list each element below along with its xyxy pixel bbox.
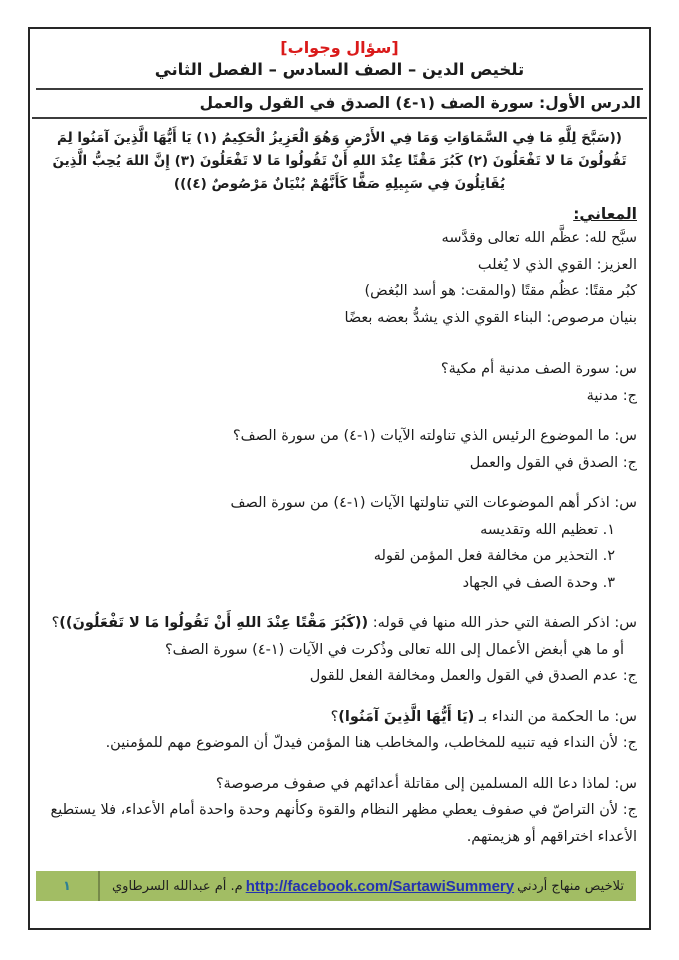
question-suffix: ؟ [330, 708, 339, 725]
answer-text: ج: عدم الصدق في القول والعمل ومخالفة الفعل للقول [309, 668, 637, 684]
quran-verse: ((سَبَّحَ لِلَّهِ مَا فِي السَّمَاوَاتِ وَمَا فِي الأَرْضِ وَهُوَ الْعَزِيزُ الْحَكِيمُ (١) يَا أَيُّهَا الَّذِينَ آمَنُوا لِمَ تَقُولُونَ مَا لا تَفْعَلُونَ (٢) كَبُرَ مَقْتًا عِنْدَ اللهِ أَنْ تَقُولُوا مَا لا تَفْعَلُونَ (٣) إِنَّ اللهَ يُحِبُّ الَّذِينَ يُقَاتِلُونَ فِي سَبِيلِهِ صَفًّا كَأَنَّهُمْ بُنْيَانٌ مَرْصُوصٌ (٤))) [52, 130, 627, 192]
answer-list-item: ١. تعظيم الله وتقديسه [480, 521, 615, 538]
answer-text: ج: الصدق في القول والعمل [469, 454, 637, 471]
lesson-title: الدرس الأول: سورة الصف (١-٤) الصدق في القول والعمل [32, 90, 647, 119]
meaning-item: سبَّح لله: عظَّم الله تعالى وقدَّسه [441, 230, 637, 246]
answer-text: ج: لأن التراصّ في صفوف يعطي مظهر النظام والقوة وكأنهم وحدة واحدة أمام الأعداء، فلا يستطيع الأعداء اختراقهم أو هزيمتهم. [50, 802, 637, 845]
answer-text: ج: مدنية [586, 387, 637, 404]
meanings-section [42, 205, 637, 331]
question-text: س: اذكر أهم الموضوعات التي تناولتها الآيات (١-٤) من سورة الصف [230, 495, 637, 511]
meanings-heading: المعاني: [573, 205, 637, 223]
question-text: س: ما الموضوع الرئيس الذي تناولته الآيات (١-٤) من سورة الصف؟ [232, 428, 637, 444]
document-page [28, 27, 651, 930]
qa-area [42, 356, 637, 850]
footer-main [100, 871, 636, 901]
footer-bar [36, 871, 636, 901]
answer-list-item: ٢. التحذير من مخالفة فعل المؤمن لقوله [373, 548, 615, 564]
answer-list-item: ٣. وحدة الصف في الجهاد [462, 574, 615, 591]
question-alt-text: أو ما هي أبغض الأعمال إلى الله تعالى وذُكرت في الآيات (١-٤) سورة الصف؟ [164, 641, 624, 658]
footer-series-label: تلاخيص منهاج أردني [517, 878, 624, 894]
qa-block-5 [42, 704, 637, 757]
meaning-item: كبُر مقتًا: عظُم مقتًا (والمقت: هو أسد البُغض) [364, 283, 637, 299]
question-text [42, 704, 637, 731]
question-prefix: س: اذكر الصفة التي حذر الله منها في قوله: [368, 615, 637, 631]
document-title: تلخيص الدين – الصف السادس – الفصل الثاني [36, 60, 643, 90]
footer-divider [98, 871, 100, 901]
qa-block-6 [42, 771, 637, 851]
facebook-link[interactable]: http://facebook.com/SartawiSummery [245, 877, 515, 895]
question-suffix: ؟ [51, 615, 60, 631]
question-text: س: لماذا دعا الله المسلمين إلى مقاتلة أعدائهم في صفوف مرصوصة؟ [215, 775, 637, 792]
qa-block-2 [42, 423, 637, 476]
answer-text: ج: لأن النداء فيه تنبيه للمخاطب، والمخاطب هنا المؤمن فيدلّ أن الموضوع مهم للمؤمنين. [105, 735, 637, 751]
qa-block-1 [42, 356, 637, 409]
page-number: ١ [63, 878, 71, 894]
question-text: س: سورة الصف مدنية أم مكية؟ [440, 361, 637, 377]
question-verse-quote: ((كَبُرَ مَقْتًا عِنْدَ اللهِ أَنْ تَقُولُوا مَا لا تَفْعَلُونَ)) [59, 615, 369, 631]
question-verse-quote: (يَا أَيُّهَا الَّذِينَ آمَنُوا) [338, 708, 475, 725]
qa-badge: [سؤال وجواب] [280, 38, 399, 57]
question-text [42, 610, 637, 637]
meaning-item: بنيان مرصوص: البناء القوي الذي يشدُّ بعضه بعضًا [344, 309, 637, 326]
footer-author-label: م. أم عبدالله السرطاوي [112, 878, 243, 894]
meaning-item: العزيز: القوي الذي لا يُغلب [477, 256, 637, 273]
question-prefix: س: ما الحكمة من النداء بـ [474, 708, 637, 725]
qa-block-4 [42, 610, 637, 690]
qa-block-3 [42, 490, 637, 596]
